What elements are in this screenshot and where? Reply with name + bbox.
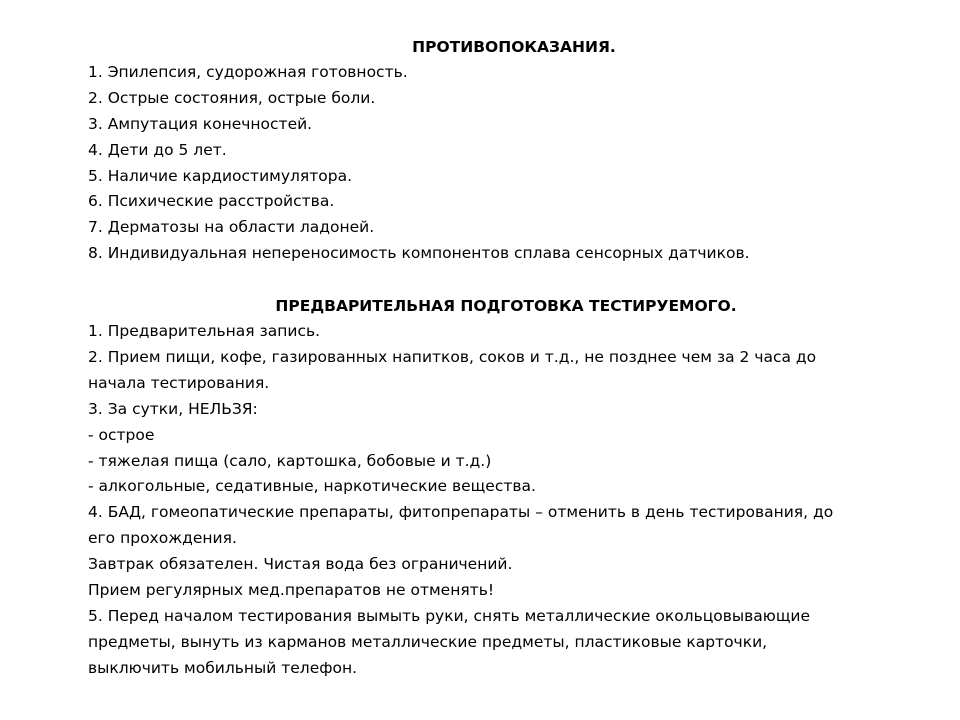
list-item: 3. Ампутация конечностей. xyxy=(88,114,313,133)
contraindications-heading: ПРОТИВОПОКАЗАНИЯ. xyxy=(412,38,616,56)
text-line: 4. БАД, гомеопатические препараты, фитопрепараты – отменить в день тестирования, до xyxy=(88,503,834,522)
text-line: 1. Предварительная запись. xyxy=(88,322,321,341)
text-line: - алкогольные, седативные, наркотические вещества. xyxy=(88,477,536,496)
text-line: Прием регулярных мед.препаратов не отменять! xyxy=(88,581,495,600)
document-page xyxy=(88,34,924,682)
text-line: начала тестирования. xyxy=(88,373,270,392)
text-line: выключить мобильный телефон. xyxy=(88,658,358,677)
preparation-heading: ПРЕДВАРИТЕЛЬНАЯ ПОДГОТОВКА ТЕСТИРУЕМОГО. xyxy=(275,297,737,316)
contraindications-list xyxy=(88,60,924,267)
list-item: 8. Индивидуальная непереносимость компонентов сплава сенсорных датчиков. xyxy=(88,244,750,263)
text-line: Завтрак обязателен. Чистая вода без ограничений. xyxy=(88,555,513,574)
list-item: 7. Дерматозы на области ладоней. xyxy=(88,218,375,237)
text-line: - тяжелая пища (сало, картошка, бобовые и т.д.) xyxy=(88,451,492,470)
list-item: 2. Острые состояния, острые боли. xyxy=(88,88,376,107)
text-line: его прохождения. xyxy=(88,529,237,548)
list-item: 6. Психические расстройства. xyxy=(88,192,335,211)
text-line: предметы, вынуть из карманов металлические предметы, пластиковые карточки, xyxy=(88,632,768,651)
list-item: 5. Наличие кардиостимулятора. xyxy=(88,166,353,185)
text-line: 2. Прием пищи, кофе, газированных напитков, соков и т.д., не позднее чем за 2 часа до xyxy=(88,348,817,367)
text-line: 3. За сутки, НЕЛЬЗЯ: xyxy=(88,399,258,418)
text-line: - острое xyxy=(88,425,155,444)
text-line: 5. Перед началом тестирования вымыть руки, снять металлические окольцовывающие xyxy=(88,606,811,625)
section-spacer xyxy=(88,267,924,293)
list-item: 4. Дети до 5 лет. xyxy=(88,140,227,159)
list-item: 1. Эпилепсия, судорожная готовность. xyxy=(88,63,408,81)
preparation-text xyxy=(88,319,924,681)
